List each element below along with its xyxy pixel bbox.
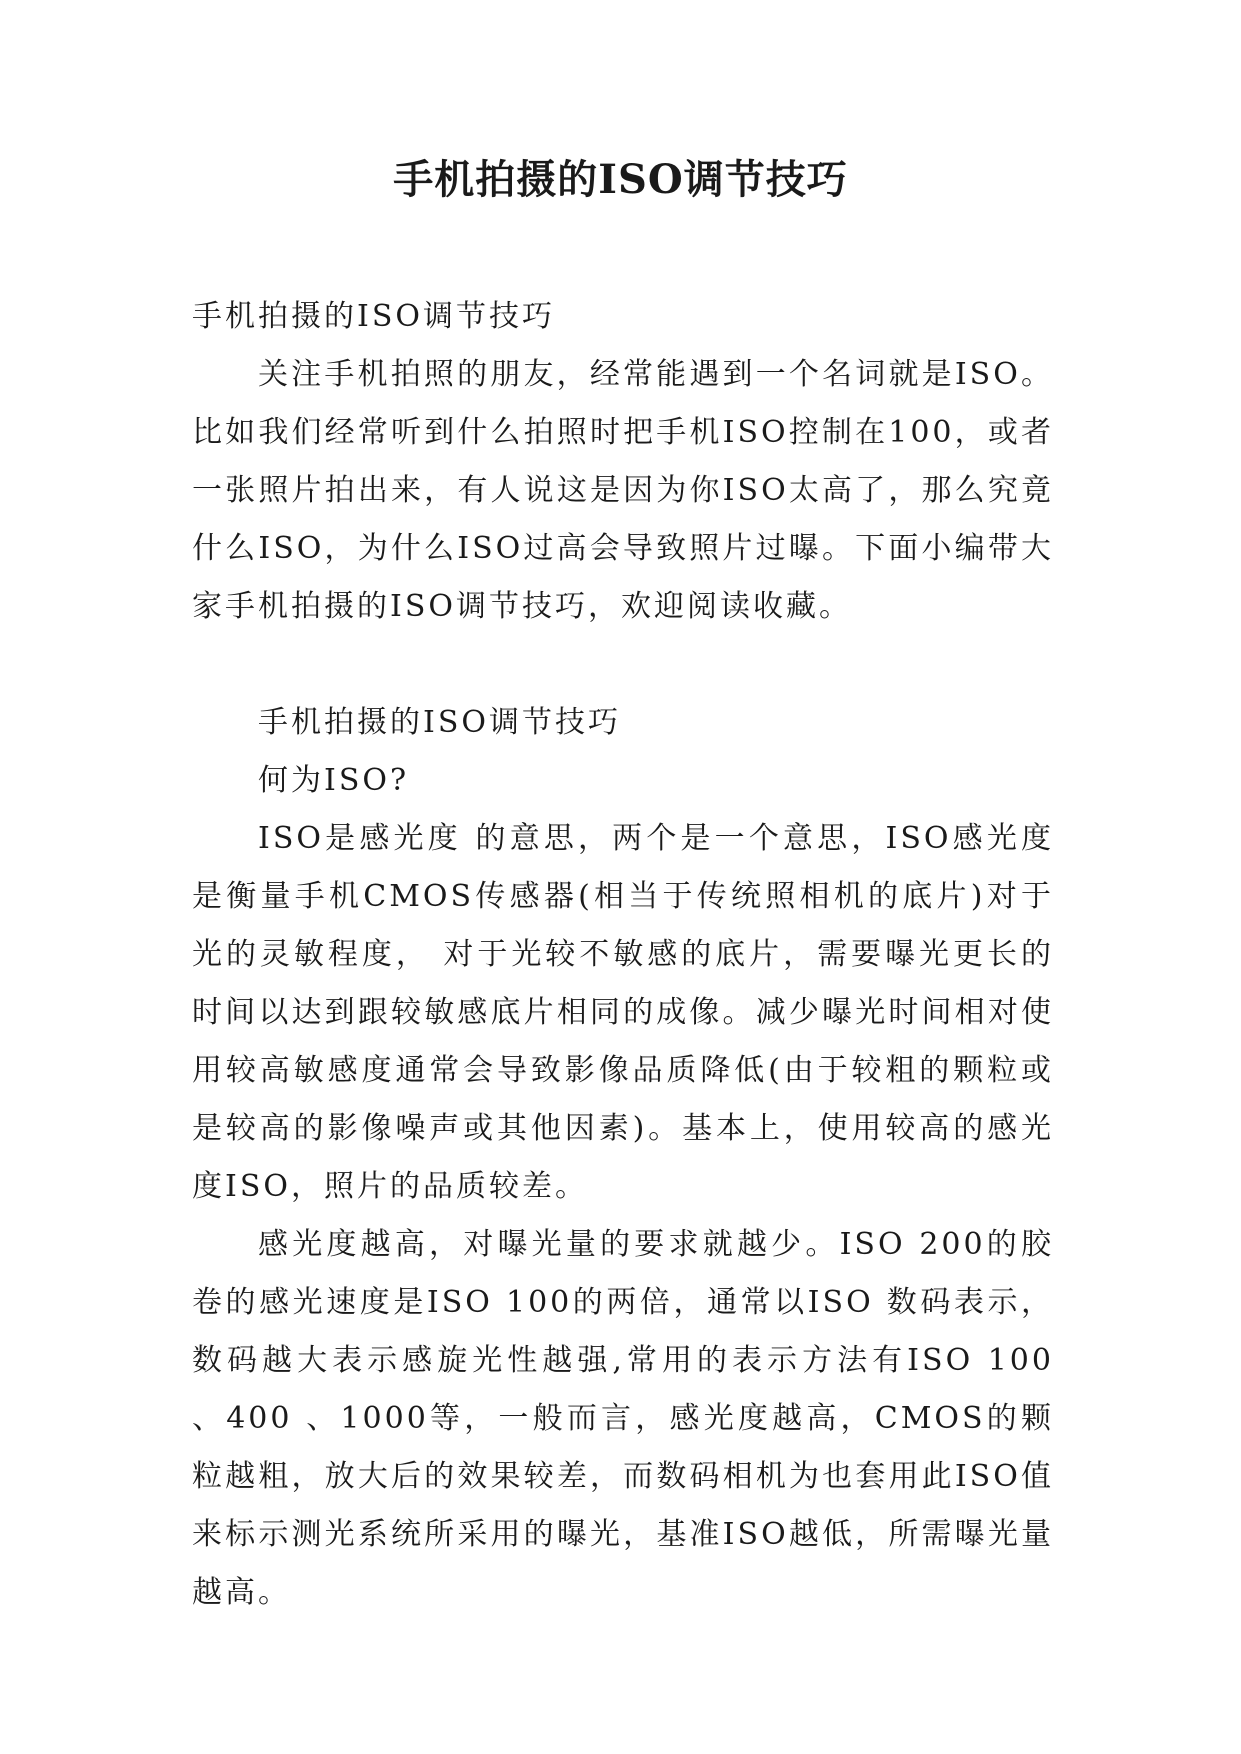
document-body bbox=[192, 288, 1054, 1622]
document-title: 手机拍摄的ISO调节技巧 bbox=[393, 156, 848, 203]
subsection-question: 何为ISO? bbox=[258, 763, 410, 798]
definition-paragraph: ISO是感光度 的意思，两个是一个意思，ISO感光度是衡量手机CMOS传感器(相当于传统照相机的底片)对于光的灵敏程度， 对于光较不敏感的底片，需要曝光更长的时间以达到跟较敏感底片相同的成像。减少曝光时间相对使用较高敏感度通常会导致影像品质降低(由于较粗的颗粒或是较高的影像噪声或其他因素)。基本上，使用较高的感光度ISO，照片的品质较差。 bbox=[192, 821, 1054, 1204]
intro-paragraph: 关注手机拍照的朋友，经常能遇到一个名词就是ISO。比如我们经常听到什么拍照时把手机ISO控制在100，或者一张照片拍出来，有人说这是因为你ISO太高了，那么究竟什么ISO，为什么ISO过高会导致照片过曝。下面小编带大家手机拍摄的ISO调节技巧，欢迎阅读收藏。 bbox=[192, 357, 1054, 624]
sensitivity-paragraph: 感光度越高，对曝光量的要求就越少。ISO 200的胶卷的感光速度是ISO 100的两倍，通常以ISO 数码表示，数码越大表示感旋光性越强,常用的表示方法有ISO 100 、400 、1000等，一般而言，感光度越高，CMOS的颗粒越粗，放大后的效果较差，而数码相机为也套用此ISO值来标示测光系统所采用的曝光，基准ISO越低，所需曝光量越高。 bbox=[192, 1227, 1054, 1610]
body-heading: 手机拍摄的ISO调节技巧 bbox=[192, 299, 555, 334]
section-heading: 手机拍摄的ISO调节技巧 bbox=[258, 705, 621, 740]
